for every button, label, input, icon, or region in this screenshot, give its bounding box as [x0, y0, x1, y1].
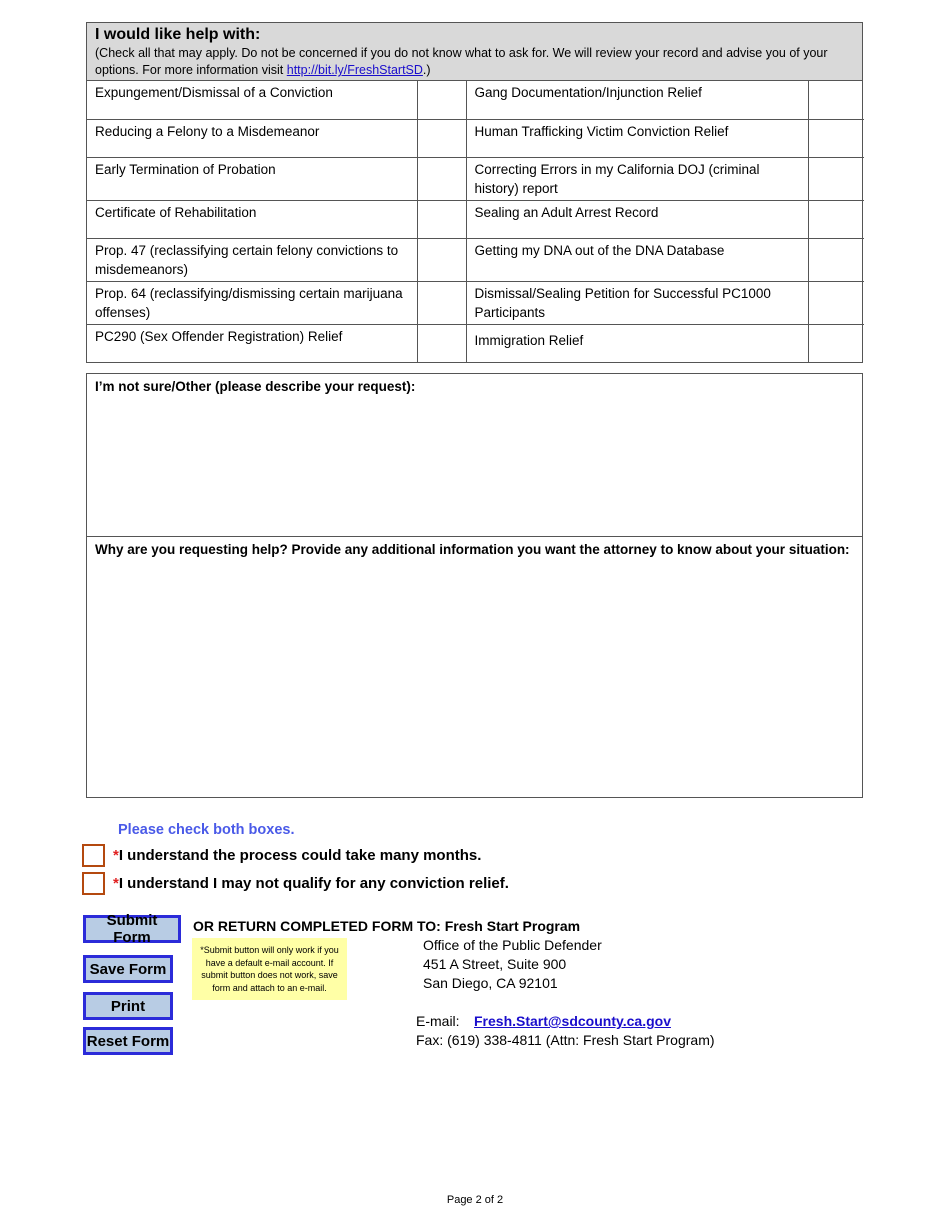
option-expungement-label: Expungement/Dismissal of a Conviction: [87, 81, 417, 119]
option-prop64-label: Prop. 64 (reclassifying/dismissing certain marijuana offenses): [87, 281, 417, 324]
option-gang-documentation-label: Gang Documentation/Injunction Relief: [466, 81, 808, 119]
help-instructions-text: (Check all that may apply. Do not be concerned if you do not know what to ask for. We will review your record and advise you of your options. For more information visit: [95, 46, 828, 77]
option-doj-errors-label: Correcting Errors in my California DOJ (criminal history) report: [466, 157, 808, 200]
ack-may-not-qualify: [82, 870, 509, 896]
ack-process-time-label: I understand the process could take many months.: [118, 846, 482, 864]
ack-process-time-checkbox[interactable]: [82, 844, 105, 867]
other-request-section: [87, 374, 862, 537]
submit-form-button[interactable]: Submit Form: [83, 915, 181, 943]
fresh-start-link[interactable]: http://bit.ly/FreshStartSD: [286, 63, 423, 77]
option-human-trafficking-label: Human Trafficking Victim Conviction Relief: [466, 119, 808, 157]
address-line: San Diego, CA 92101: [423, 975, 558, 991]
other-request-label: I’m not sure/Other (please describe your request):: [95, 379, 416, 394]
option-dna-database-checkbox[interactable]: [808, 238, 864, 281]
option-dna-database-label: Getting my DNA out of the DNA Database: [466, 238, 808, 281]
save-form-button[interactable]: Save Form: [83, 955, 173, 983]
help-instructions-end: .): [422, 63, 431, 77]
email-link[interactable]: Fresh.Start@sdcounty.ca.gov: [474, 1013, 671, 1029]
table-row: [87, 200, 864, 238]
option-reduce-felony-checkbox[interactable]: [417, 119, 466, 157]
required-star: *: [113, 846, 119, 864]
reason-section: [87, 537, 862, 797]
option-pc1000-label: Dismissal/Sealing Petition for Successful PC1000 Participants: [466, 281, 808, 324]
table-row: [87, 324, 864, 362]
option-expungement-checkbox[interactable]: [417, 81, 466, 119]
table-row: [87, 281, 864, 324]
option-prop47-checkbox[interactable]: [417, 238, 466, 281]
address-line: 451 A Street, Suite 900: [423, 956, 567, 972]
submit-note: *Submit button will only work if you have a default e-mail account. If submit button does not work, save form and attach to an e-mail.: [192, 938, 347, 1000]
help-header: [87, 23, 862, 81]
required-star: *: [113, 874, 119, 892]
table-row: [87, 157, 864, 200]
request-details-section: [86, 373, 863, 798]
table-row: [87, 238, 864, 281]
option-pc290-label: PC290 (Sex Offender Registration) Relief: [87, 324, 417, 362]
option-human-trafficking-checkbox[interactable]: [808, 119, 864, 157]
help-instructions: [95, 45, 854, 79]
other-request-field[interactable]: [95, 399, 858, 533]
check-both-prompt: Please check both boxes.: [118, 822, 295, 838]
option-prop47-label: Prop. 47 (reclassifying certain felony convictions to misdemeanors): [87, 238, 417, 281]
reason-field[interactable]: [95, 562, 858, 776]
ack-may-not-qualify-checkbox[interactable]: [82, 872, 105, 895]
help-title: I would like help with:: [95, 26, 261, 43]
reason-label: Why are you requesting help? Provide any additional information you want the attorney to know about your situation:: [95, 542, 850, 557]
reset-form-button[interactable]: Reset Form: [83, 1027, 173, 1055]
ack-process-time: [82, 842, 481, 868]
option-seal-arrest-checkbox[interactable]: [808, 200, 864, 238]
fax-line: Fax: (619) 338-4811 (Attn: Fresh Start Program): [416, 1032, 715, 1048]
option-gang-documentation-checkbox[interactable]: [808, 81, 864, 119]
print-button[interactable]: Print: [83, 992, 173, 1020]
help-options-table: [87, 81, 864, 362]
option-doj-errors-checkbox[interactable]: [808, 157, 864, 200]
option-prop64-checkbox[interactable]: [417, 281, 466, 324]
option-certificate-rehabilitation-checkbox[interactable]: [417, 200, 466, 238]
option-early-termination-label: Early Termination of Probation: [87, 157, 417, 200]
option-immigration-checkbox[interactable]: [808, 324, 864, 362]
option-seal-arrest-label: Sealing an Adult Arrest Record: [466, 200, 808, 238]
email-label: E-mail:: [416, 1013, 460, 1029]
page-number: Page 2 of 2: [446, 1194, 504, 1206]
ack-may-not-qualify-label: I understand I may not qualify for any conviction relief.: [118, 874, 509, 892]
option-pc290-checkbox[interactable]: [417, 324, 466, 362]
option-pc1000-checkbox[interactable]: [808, 281, 864, 324]
option-immigration-label: Immigration Relief: [466, 324, 808, 362]
address-line: Office of the Public Defender: [423, 937, 602, 953]
option-certificate-rehabilitation-label: Certificate of Rehabilitation: [87, 200, 417, 238]
option-early-termination-checkbox[interactable]: [417, 157, 466, 200]
help-options-section: [86, 22, 863, 363]
table-row: [87, 81, 864, 119]
table-row: [87, 119, 864, 157]
return-label: OR RETURN COMPLETED FORM TO: Fresh Start Program: [193, 918, 581, 934]
option-reduce-felony-label: Reducing a Felony to a Misdemeanor: [87, 119, 417, 157]
